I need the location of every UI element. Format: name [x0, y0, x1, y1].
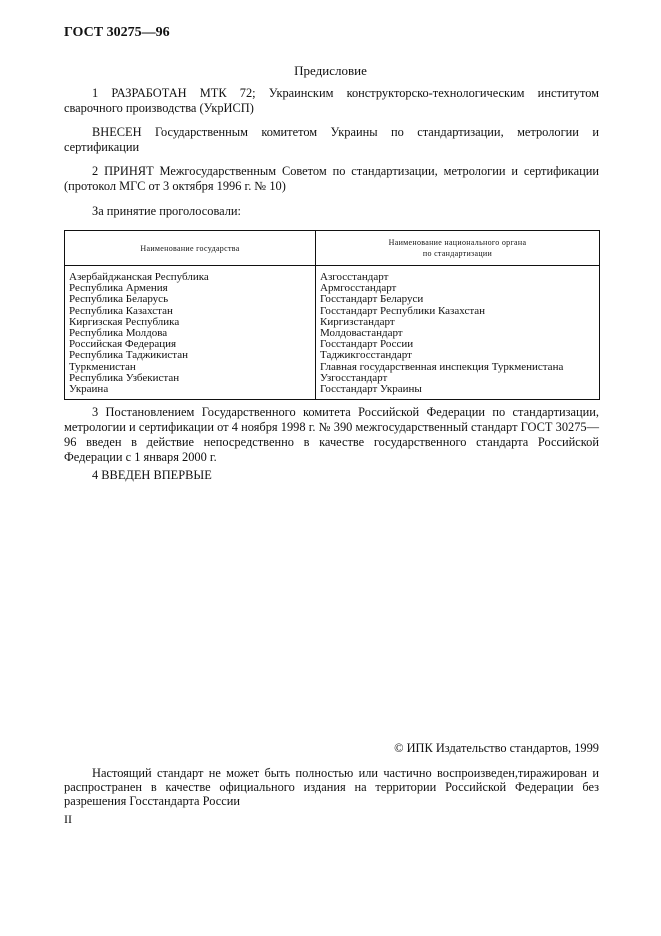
table-row: Республика Молдова Молдовастандарт	[65, 328, 600, 339]
column-header-state: Наименование государства	[65, 231, 316, 266]
reproduction-notice: Настоящий стандарт не может быть полностью или частично воспроизведен,тиражирован и распространен в качестве официального издания на территории Российской Федерации без разрешения Госстандарта России	[64, 766, 599, 808]
table-row: Республика Казахстан Госстандарт Республики Казахстан	[65, 306, 600, 317]
paragraph-submitted: ВНЕСЕН Государственным комитетом Украины по стандартизации, метрологии и сертификации	[64, 125, 599, 154]
table-header-row	[65, 231, 600, 266]
table-row: Республика Таджикистан Таджикгосстандарт	[65, 350, 600, 361]
table-row: Туркменистан Главная государственная инспекция Туркменистана	[65, 362, 600, 373]
paragraph-adopted: 2 ПРИНЯТ Межгосударственным Советом по стандартизации, метрологии и сертификации (протокол МГС от 3 октября 1996 г. № 10)	[64, 164, 599, 193]
table-row: Российская Федерация Госстандарт России	[65, 339, 600, 350]
table-row: Республика Узбекистан Узгосстандарт	[65, 373, 600, 384]
document-header: ГОСТ 30275—96	[64, 25, 170, 40]
table-row: Республика Беларусь Госстандарт Беларуси	[65, 294, 600, 305]
voting-table	[64, 230, 600, 400]
paragraph-developed: 1 РАЗРАБОТАН МТК 72; Украинским конструкторско-технологическим институтом сварочного производства (УкрИСП)	[64, 86, 599, 115]
column-header-body: Наименование национального органа по стандартизации	[316, 231, 600, 266]
page-number: II	[64, 812, 72, 826]
table-row: Азербайджанская Республика Азгосстандарт	[65, 266, 600, 284]
foreword-title: Предисловие	[294, 63, 367, 78]
paragraph-enacted: 3 Постановлением Государственного комитета Российской Федерации по стандартизации, метрологии и сертификации от 4 ноября 1998 г. № 390 межгосударственный стандарт ГОСТ 30275—96 введен в действие непосредственно в качестве государственного стандарта Российской Федерации с 1 января 2000 г.	[64, 405, 599, 464]
table-row: Киргизская Республика Киргизстандарт	[65, 317, 600, 328]
paragraph-first-introduced: 4 ВВЕДЕН ВПЕРВЫЕ	[92, 468, 212, 482]
paragraph-voted: За принятие проголосовали:	[92, 204, 241, 218]
table-row: Республика Армения Армгосстандарт	[65, 283, 600, 294]
table-row: Украина Госстандарт Украины	[65, 384, 600, 400]
copyright: © ИПК Издательство стандартов, 1999	[394, 741, 599, 755]
